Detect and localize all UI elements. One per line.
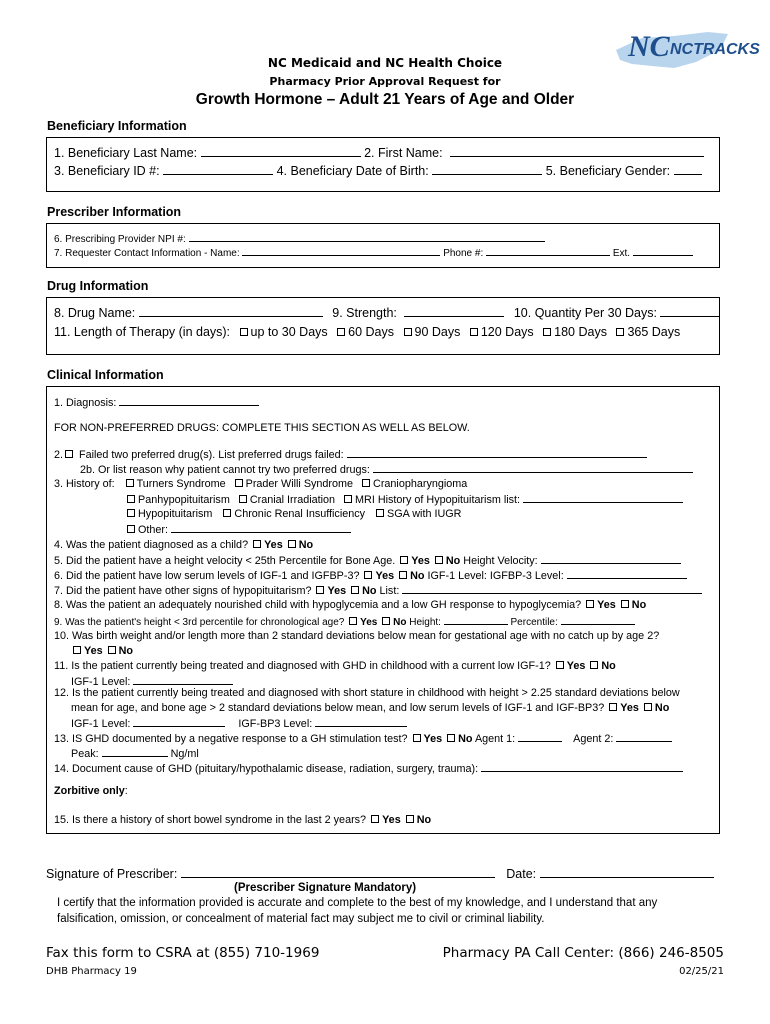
- checkbox-prader[interactable]: [235, 479, 243, 487]
- npi-label: 6. Prescribing Provider NPI #:: [54, 234, 186, 245]
- option-120-days: 120 Days: [480, 325, 534, 339]
- q15-yes-checkbox[interactable]: [371, 815, 379, 823]
- q4-no: No: [298, 539, 314, 551]
- option-365-days: 365 Days: [627, 325, 681, 339]
- agent1-field[interactable]: [518, 732, 562, 742]
- zorbitive-colon: :: [124, 785, 128, 797]
- turners-label: Turners Syndrome: [136, 478, 226, 490]
- q9-no: No: [393, 617, 407, 628]
- contact-name-label: 7. Requester Contact Information - Name:: [54, 248, 240, 259]
- checkbox-365-days[interactable]: [616, 328, 624, 336]
- checkbox-other[interactable]: [127, 525, 135, 533]
- quantity-field[interactable]: [660, 307, 720, 317]
- q8-no: No: [631, 599, 647, 611]
- option-180-days: 180 Days: [554, 325, 607, 339]
- sga-label: SGA with IUGR: [387, 508, 462, 520]
- checkbox-renal[interactable]: [223, 509, 231, 517]
- q2b-label: 2b. Or list reason why patient cannot try two preferred drugs:: [80, 464, 370, 476]
- form-date: 02/25/21: [679, 966, 724, 977]
- height-label: Height:: [409, 617, 441, 628]
- checkbox-turners[interactable]: [126, 479, 134, 487]
- renal-label: Chronic Renal Insufficiency: [234, 508, 366, 520]
- certification-line-2: falsification, omission, or concealment of material fact may subject me to civil or criminal liability.: [57, 913, 545, 925]
- form-title: Growth Hormone – Adult 21 Years of Age and Older: [195, 91, 575, 108]
- option-30-days: up to 30 Days: [250, 325, 328, 339]
- mri-field[interactable]: [523, 493, 683, 503]
- checkbox-90-days[interactable]: [404, 328, 412, 336]
- contact-name-field[interactable]: [242, 246, 440, 256]
- clinical-section-title: Clinical Information: [47, 368, 164, 382]
- ext-field[interactable]: [633, 246, 693, 256]
- q4-yes-checkbox[interactable]: [253, 540, 261, 548]
- beneficiary-id-field[interactable]: [163, 165, 273, 175]
- q3-label: 3. History of:: [54, 478, 115, 490]
- agent2-label: Agent 2:: [573, 733, 614, 745]
- cranio-label: Craniopharyngioma: [373, 478, 468, 490]
- q10-no: No: [118, 645, 134, 657]
- q5-label: 5. Did the patient have a height velocity < 25th Percentile for Bone Age.: [54, 555, 396, 567]
- q12-igfbp3-label: IGF-BP3 Level:: [238, 718, 313, 730]
- gender-label: 5. Beneficiary Gender:: [545, 164, 671, 178]
- non-preferred-note: FOR NON-PREFERRED DRUGS: COMPLETE THIS SECTION AS WELL AS BELOW.: [54, 422, 470, 434]
- agent2-field[interactable]: [616, 732, 672, 742]
- first-name-label: 2. First Name:: [364, 146, 443, 160]
- cranial-label: Cranial Irradiation: [249, 494, 336, 506]
- q9-no-checkbox[interactable]: [382, 617, 390, 625]
- percentile-label: Percentile:: [510, 617, 558, 628]
- checkbox-cranial[interactable]: [239, 495, 247, 503]
- checkbox-60-days[interactable]: [337, 328, 345, 336]
- checkbox-120-days[interactable]: [470, 328, 478, 336]
- signature-label: Signature of Prescriber:: [46, 867, 178, 881]
- drug-name-field[interactable]: [139, 307, 323, 317]
- q11-yes-checkbox[interactable]: [556, 661, 564, 669]
- strength-label: 9. Strength:: [332, 306, 397, 320]
- q12-yes: Yes: [620, 702, 639, 714]
- fax-number: Fax this form to CSRA at (855) 710-1969: [46, 945, 320, 961]
- q7-yes: Yes: [327, 585, 347, 597]
- q8-yes: Yes: [597, 599, 616, 611]
- checkbox-30-days[interactable]: [240, 328, 248, 336]
- phone-label: Phone #:: [443, 248, 484, 259]
- q14-label: 14. Document cause of GHD (pituitary/hypothalamic disease, radiation, surgery, trauma):: [54, 763, 479, 775]
- q2-label: Failed two preferred drug(s). List preferred drugs failed:: [79, 449, 344, 461]
- q13-yes-checkbox[interactable]: [413, 734, 421, 742]
- signature-date-label: Date:: [506, 867, 537, 881]
- q12-igfbp3-field[interactable]: [315, 717, 407, 727]
- q4-label: 4. Was the patient diagnosed as a child?: [54, 539, 249, 551]
- q11-label: 11. Is the patient currently being treated and diagnosed with GHD in childhood with a current low IGF-1?: [54, 660, 551, 672]
- ext-label: Ext.: [612, 248, 631, 259]
- q12-label-2: mean for age, and bone age > 2 standard deviations below mean, and low serum levels of IGF-1 and IGF-BP3?: [71, 702, 605, 714]
- igf-levels-label: IGF-1 Level: IGFBP-3 Level:: [427, 570, 564, 582]
- q5-no: No: [445, 555, 461, 567]
- q11-no-checkbox[interactable]: [590, 661, 598, 669]
- hypo-label: Hypopituitarism: [138, 508, 213, 520]
- q12-igf1-field[interactable]: [133, 717, 225, 727]
- q4-yes: Yes: [264, 539, 283, 551]
- height-velocity-label: Height Velocity:: [463, 555, 538, 567]
- q11-yes: Yes: [566, 660, 586, 672]
- q7-no-checkbox[interactable]: [351, 586, 359, 594]
- prescriber-section-title: Prescriber Information: [47, 205, 182, 219]
- beneficiary-section-title: Beneficiary Information: [47, 119, 187, 133]
- igfbp3-level-field[interactable]: [567, 569, 687, 579]
- other-field[interactable]: [171, 523, 351, 533]
- prescriber-box: [46, 223, 720, 268]
- agent1-label: Agent 1:: [474, 733, 516, 745]
- signature-mandatory-note: (Prescriber Signature Mandatory): [234, 882, 417, 894]
- q7-list-field[interactable]: [402, 584, 702, 594]
- q13-label: 13. IS GHD documented by a negative response to a GH stimulation test?: [54, 733, 408, 745]
- option-60-days: 60 Days: [348, 325, 395, 339]
- beneficiary-last-name-field[interactable]: [201, 147, 361, 157]
- q13-no-checkbox[interactable]: [447, 734, 455, 742]
- gender-field[interactable]: [674, 165, 702, 175]
- zorbitive-label: Zorbitive only: [54, 785, 125, 797]
- q11-igf1-field[interactable]: [133, 675, 233, 685]
- strength-field[interactable]: [404, 307, 504, 317]
- drug-box: [46, 297, 720, 355]
- mri-label: MRI History of Hypopituitarism list:: [355, 494, 521, 506]
- q7-no: No: [362, 585, 377, 597]
- beneficiary-box: [46, 137, 720, 192]
- q13-no: No: [458, 733, 473, 745]
- q11-no: No: [601, 660, 616, 672]
- checkbox-hypo[interactable]: [127, 509, 135, 517]
- q6-yes-checkbox[interactable]: [364, 571, 372, 579]
- header-line-1: NC Medicaid and NC Health Choice: [267, 56, 503, 70]
- q7-label: 7. Did the patient have other signs of hypopituitarism?: [54, 585, 312, 597]
- svg-text:NC: NC: [628, 30, 670, 63]
- q15-no-checkbox[interactable]: [406, 815, 414, 823]
- checkbox-180-days[interactable]: [543, 328, 551, 336]
- q12-yes-checkbox[interactable]: [609, 703, 617, 711]
- q6-no-checkbox[interactable]: [399, 571, 407, 579]
- q12-no: No: [654, 702, 670, 714]
- q12-no-checkbox[interactable]: [644, 703, 652, 711]
- q6-yes: Yes: [375, 570, 395, 582]
- drug-section-title: Drug Information: [47, 279, 149, 293]
- q10-label: 10. Was birth weight and/or length more than 2 standard deviations below mean for gestational age with no catch up by age 2?: [54, 630, 660, 642]
- peak-label: Peak:: [71, 748, 99, 760]
- panhypo-label: Panhypopituitarism: [138, 494, 230, 506]
- nctracks-logo: [612, 20, 760, 82]
- q10-no-checkbox[interactable]: [108, 646, 116, 654]
- quantity-label: 10. Quantity Per 30 Days:: [513, 306, 657, 320]
- q4-no-checkbox[interactable]: [288, 540, 296, 548]
- beneficiary-id-label: 3. Beneficiary ID #:: [54, 164, 160, 178]
- checkbox-cranio[interactable]: [362, 479, 370, 487]
- q8-no-checkbox[interactable]: [621, 600, 629, 608]
- header-line-2: Pharmacy Prior Approval Request for: [269, 75, 501, 88]
- option-90-days: 90 Days: [414, 325, 461, 339]
- therapy-length-label: 11. Length of Therapy (in days):: [54, 325, 231, 339]
- q15-label: 15. Is there a history of short bowel syndrome in the last 2 years?: [54, 814, 367, 826]
- q12-label-1: 12. Is the patient currently being treated and diagnosed with short stature in childhood with height > 2.25 standard deviations below: [54, 687, 680, 699]
- signature-field[interactable]: [181, 868, 495, 878]
- height-velocity-field[interactable]: [541, 554, 681, 564]
- checkbox-sga[interactable]: [376, 509, 384, 517]
- height-field[interactable]: [444, 615, 508, 625]
- q7-list-label: List:: [379, 585, 400, 597]
- department-label: DHB Pharmacy 19: [46, 966, 137, 977]
- drug-name-label: 8. Drug Name:: [54, 306, 136, 320]
- q2-field[interactable]: [347, 448, 647, 458]
- checkbox-panhypo[interactable]: [127, 495, 135, 503]
- q9-yes-checkbox[interactable]: [349, 617, 357, 625]
- beneficiary-last-name-label: 1. Beneficiary Last Name:: [54, 146, 198, 160]
- call-center-number: Pharmacy PA Call Center: (866) 246-8505: [442, 945, 724, 961]
- q2b-field[interactable]: [373, 463, 693, 473]
- q9-yes: Yes: [360, 617, 378, 628]
- prader-label: Prader Willi Syndrome: [245, 478, 354, 490]
- peak-unit: Ng/ml: [170, 748, 199, 760]
- q11-igf1-label: IGF-1 Level:: [71, 676, 131, 688]
- q6-label: 6. Did the patient have low serum levels of IGF-1 and IGFBP-3?: [54, 570, 360, 582]
- first-name-field[interactable]: [450, 147, 704, 157]
- q5-yes: Yes: [411, 555, 430, 567]
- other-label: Other:: [138, 524, 169, 536]
- q12-igf1-label: IGF-1 Level:: [71, 718, 131, 730]
- q13-yes: Yes: [423, 733, 443, 745]
- q7-yes-checkbox[interactable]: [316, 586, 324, 594]
- dob-field[interactable]: [432, 165, 542, 175]
- diagnosis-label: 1. Diagnosis:: [54, 397, 117, 409]
- logo-text: NCTRACKS: [670, 41, 760, 58]
- q8-yes-checkbox[interactable]: [586, 600, 594, 608]
- dob-label: 4. Beneficiary Date of Birth:: [276, 164, 429, 178]
- phone-field[interactable]: [486, 246, 610, 256]
- q6-no: No: [410, 570, 425, 582]
- q8-label: 8. Was the patient an adequately nourished child with hypoglycemia and a low GH response to hypoglycemia?: [54, 599, 582, 611]
- q5-no-checkbox[interactable]: [435, 556, 443, 564]
- signature-date-field[interactable]: [540, 868, 714, 878]
- percentile-field[interactable]: [561, 615, 635, 625]
- q15-yes: Yes: [382, 814, 401, 826]
- q14-field[interactable]: [481, 762, 683, 772]
- q9-label: 9. Was the patient's height < 3rd percentile for chronological age?: [54, 617, 345, 628]
- certification-line-1: I certify that the information provided is accurate and complete to the best of my knowledge, and I understand that any: [57, 897, 658, 909]
- diagnosis-field[interactable]: [119, 396, 259, 406]
- q10-yes-checkbox[interactable]: [73, 646, 81, 654]
- clinical-box: 1. Diagnosis: FOR NON-PREFERRED DRUGS: COMPLETE THIS SECTION AS WELL AS BELOW. 2. Failed two preferred drug(s). List preferred drugs failed: 2b. Or list reason why patient cannot try two preferred drugs: 3. History of: Turners Syndrome Prader Willi Syndrome Craniopharyngioma Panhypopituitarism Cranial Irradiation MRI History of Hypopituitarism list: Hypopituitarism Chronic Renal Insufficiency SGA with IUGR Other: 4. Was the patient diagnosed as a child? Yes No 5. Did the patient have a height velocity < 25th Percentile for Bone Age. Yes No Height Velocity: 6. Did the patient have low serum levels of IGF-1 and IGFBP-3? Yes No IGF-1 Level: IGFBP-3 Level: 7. Did the patient have other signs of hypopituitarism? Yes No List: 8. Was the patient an adequately nourished child with hypoglycemia and a low GH response to hypoglycemia? Yes No 9. Was the patient's height < 3rd percentile for chronological age? Yes No Height: Percentile: 10. Was birth weight and/or length more than 2 standard deviations below mean for gestational age with no catch up by age 2? Yes No 11. Is the patient currently being treated and diagnosed with GHD in childhood with a current low IGF-1? Yes No IGF-1 Level: 12. Is the patient currently being treated and diagnosed with short stature in childhood with height > 2.25 standard deviations below mean for age, and bone age > 2 standard deviations below mean, and low serum levels of IGF-1 and IGF-BP3? Yes No IGF-1 Level: IGF-BP3 Level: 13. IS GHD documented by a negative response to a GH stimulation test? Yes No Agent 1: Agent 2: Peak: Ng/ml 14. Document cause of GHD (pituitary/hypothalamic disease, radiation, surgery, trauma): Zorbitive only: 15. Is there a history of short bowel syndrome in the last 2 years? Yes No: [46, 386, 720, 834]
- q15-no: No: [416, 814, 432, 826]
- checkbox-mri[interactable]: [344, 495, 352, 503]
- npi-field[interactable]: [189, 232, 545, 242]
- checkbox-failed-preferred[interactable]: [65, 450, 73, 458]
- q5-yes-checkbox[interactable]: [400, 556, 408, 564]
- q10-yes: Yes: [84, 645, 103, 657]
- peak-field[interactable]: [102, 747, 168, 757]
